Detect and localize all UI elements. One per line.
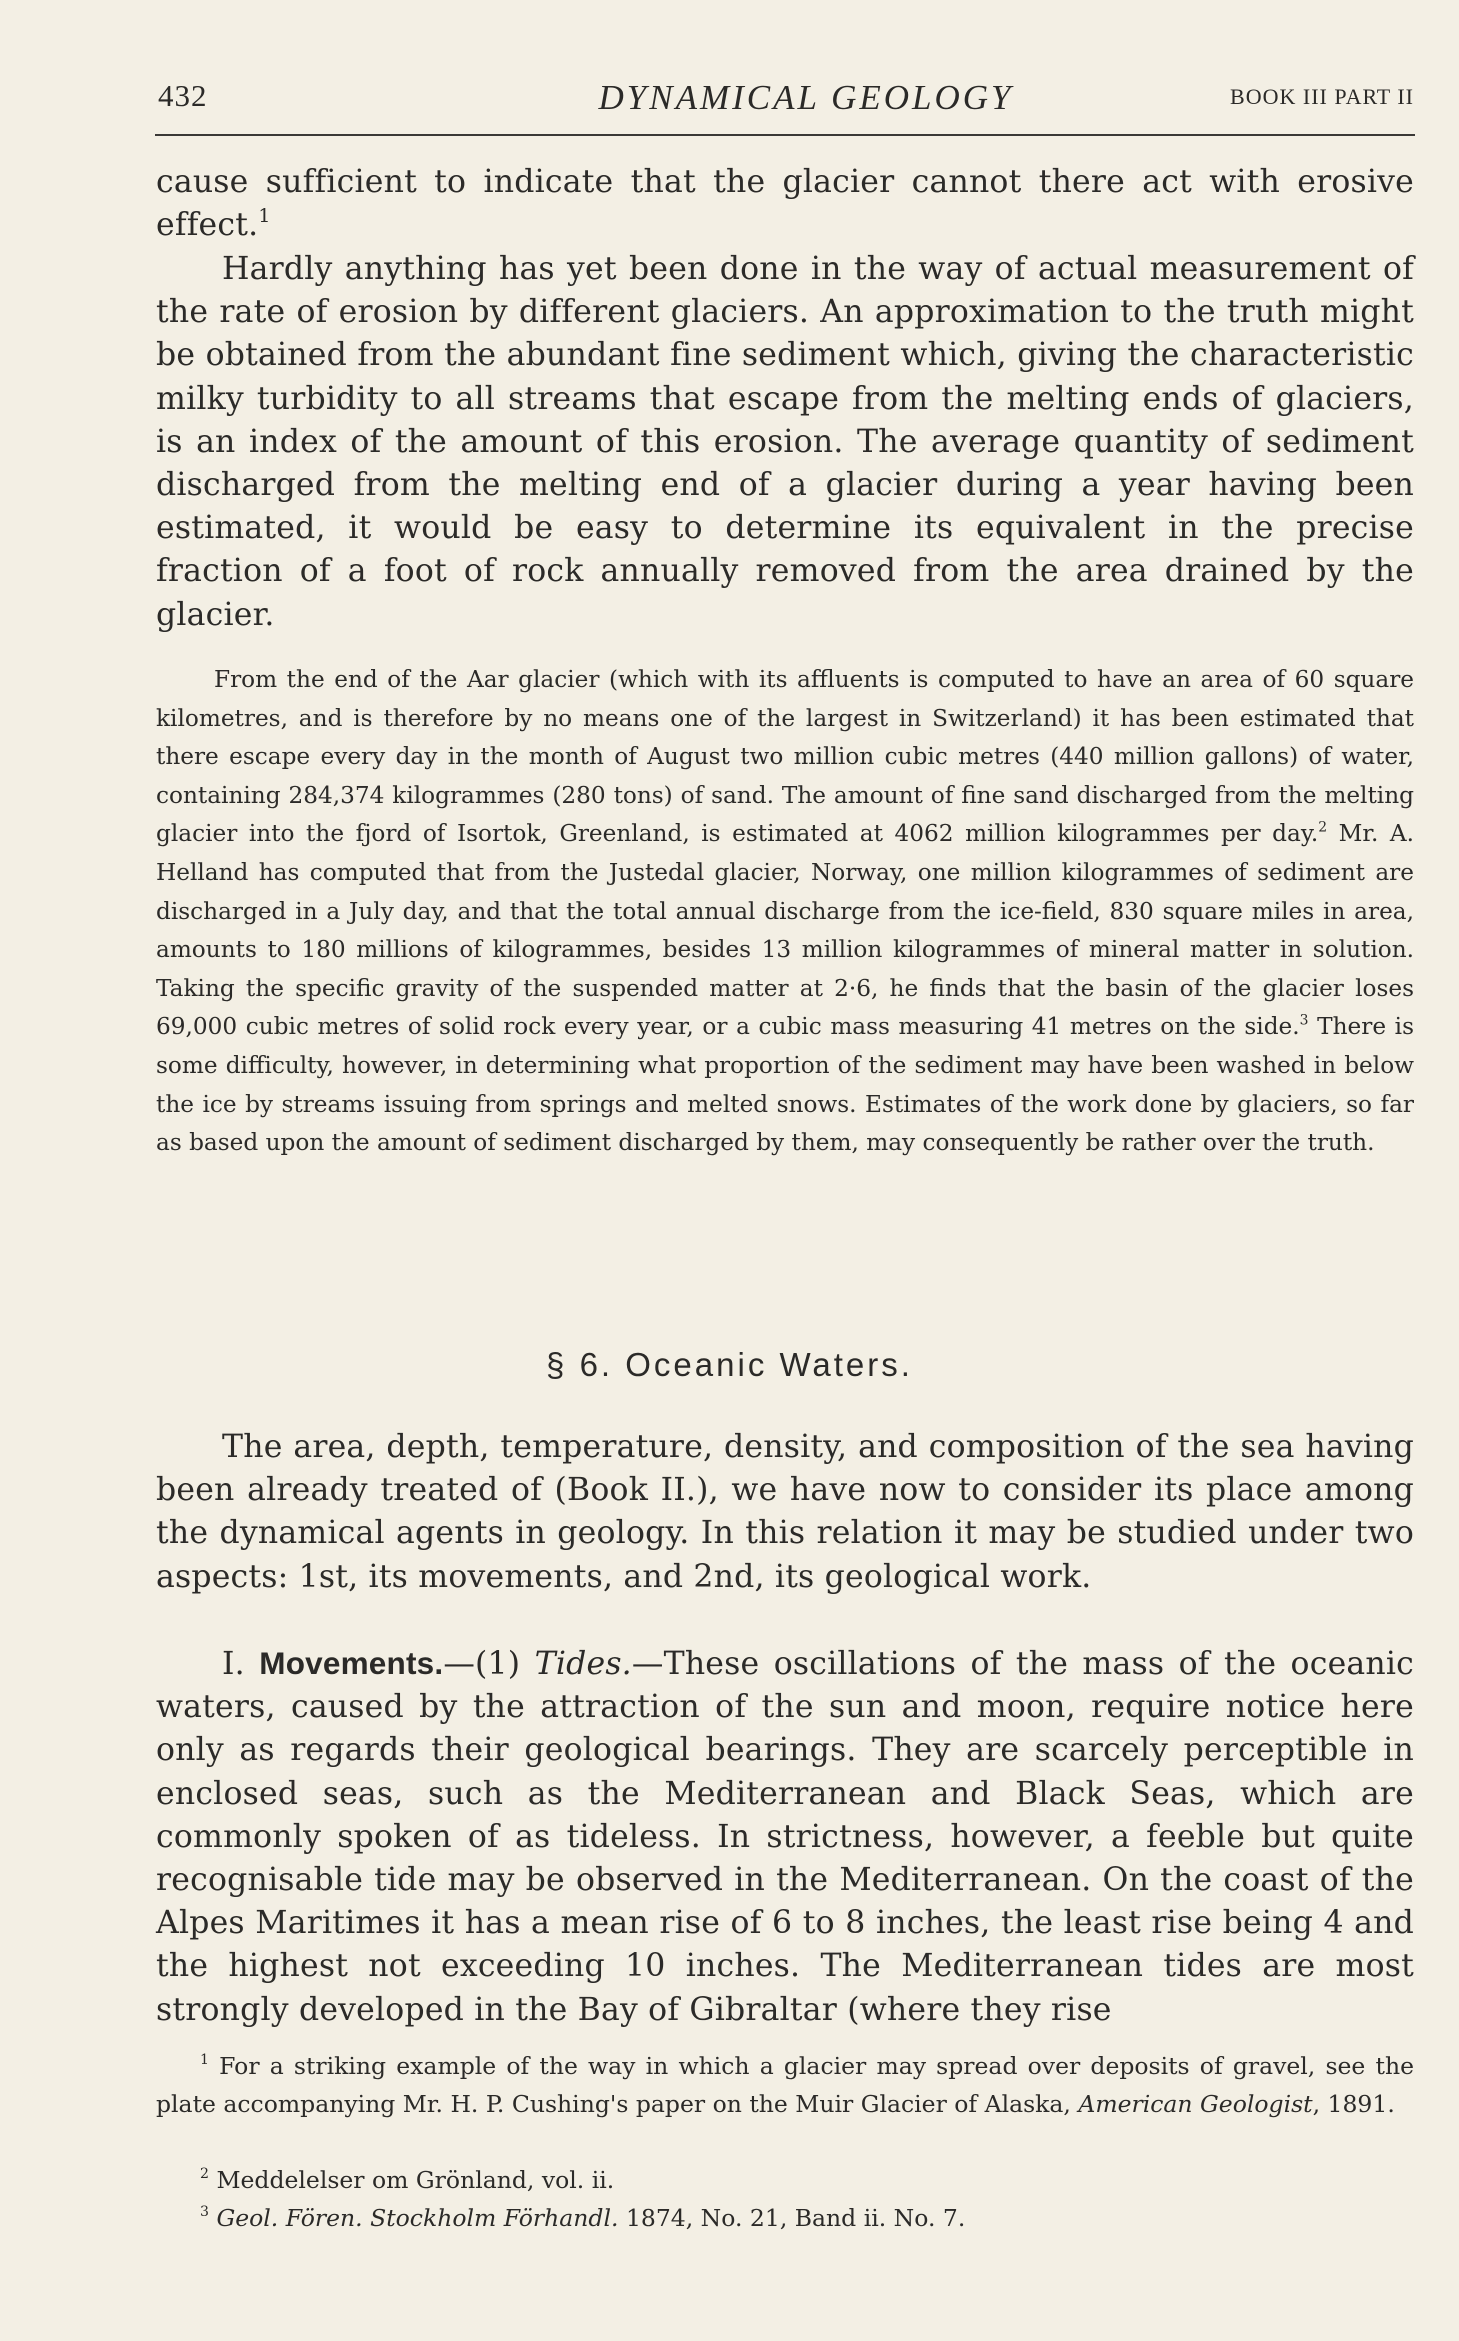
footnote-1: $^1$ For a striking example of the way in which a glacier may spread over deposits of gravel, see the plate accompanying Mr. H. P. Cushing's paper on the Muir Glacier of Alaska, American Geologist, 1891. [156, 2052, 1414, 2118]
page-number: 432 [158, 78, 208, 113]
paragraph-continuation: cause sufficient to indicate that the glacier cannot there act with erosive effect.$^1$ [156, 164, 1414, 244]
tides-heading: Tides. [534, 1646, 632, 1682]
footnote-3: $^3$ Geol. Fören. Stockholm Förhandl. 1874, No. 21, Band ii. No. 7. [200, 2204, 966, 2232]
book-part-label: BOOK III PART II [1230, 84, 1414, 109]
paragraph-erosion-rate: Hardly anything has yet been done in the way of actual measurement of the rate of erosion by different glaciers. An approximation to the truth might be obtained from the abundant fine sediment which, giving the characteristic milky turbidity to all streams that escape from the melting ends of glaciers, is an index of the amount of this erosion. The average quantity of sediment discharged from the melting end of a glacier during a year having been estimated, it would be easy to determine its equivalent in the precise fraction of a foot of rock annually removed from the area drained by the glacier. [156, 251, 1414, 633]
paragraph-oceanic-intro: The area, depth, temperature, density, and composition of the sea having been already treated of (Book II.), we have now to consider its place among the dynamical agents in geology. In this relation it may be studied under two aspects: 1st, its movements, and 2nd, its geological work. [156, 1429, 1414, 1595]
running-header [158, 78, 1414, 124]
small-print-paragraph: From the end of the Aar glacier (which with its affluents is computed to have an area of 60 square kilometres, and is therefore by no means one of the largest in Switzerland) it has been estimated that there escape every day in the month of August two million cubic metres (440 million gallons) of water, containing 284,374 kilogrammes (280 tons) of sand. The amount of fine sand discharged from the melting glacier into the fjord of Isortok, Greenland, is estimated at 4062 million kilogrammes per day.$^2$ Mr. A. Helland has computed that from the Justedal glacier, Norway, one million kilogrammes of sediment are discharged in a July day, and that the total annual discharge from the ice-field, 830 square miles in area, amounts to 180 millions of kilogrammes, besides 13 million kilogrammes of mineral matter in solution. Taking the specific gravity of the suspended matter at 2·6, he finds that the basin of the glacier loses 69,000 cubic metres of solid rock every year, or a cubic mass measuring 41 metres on the side.$^3$ There is some difficulty, however, in determining what proportion of the sediment may have been washed in below the ice by streams issuing from springs and melted snows. Estimates of the work done by glaciers, so far as based upon the amount of sediment discharged by them, may consequently be rather over the truth. [156, 666, 1414, 1157]
movements-heading: Movements. [259, 1645, 444, 1681]
header-rule [155, 134, 1415, 136]
footnote-2: $^2$ Meddelelser om Grönland, vol. ii. [200, 2166, 615, 2194]
section-heading: § 6. Oceanic Waters. [546, 1346, 913, 1383]
footnote-ref-1: 1 [258, 204, 271, 227]
footnote-ref-2: 2 [1318, 819, 1328, 836]
footnote-ref-3: 3 [1299, 1012, 1309, 1029]
running-title: DYNAMICAL GEOLOGY [598, 78, 1014, 117]
paragraph-tides: I. Movements.—(1) Tides.—These oscillations of the mass of the oceanic waters, caused by the attraction of the sun and moon, require notice here only as regards their geological bearings. They are scarcely perceptible in enclosed seas, such as the Mediterranean and Black Seas, which are commonly spoken of as tideless. In strictness, however, a feeble but quite recognisable tide may be observed in the Mediterranean. On the coast of the Alpes Maritimes it has a mean rise of 6 to 8 inches, the least rise being 4 and the highest not exceeding 10 inches. The Mediterranean tides are most strongly developed in the Bay of Gibraltar (where they rise [156, 1645, 1414, 2028]
